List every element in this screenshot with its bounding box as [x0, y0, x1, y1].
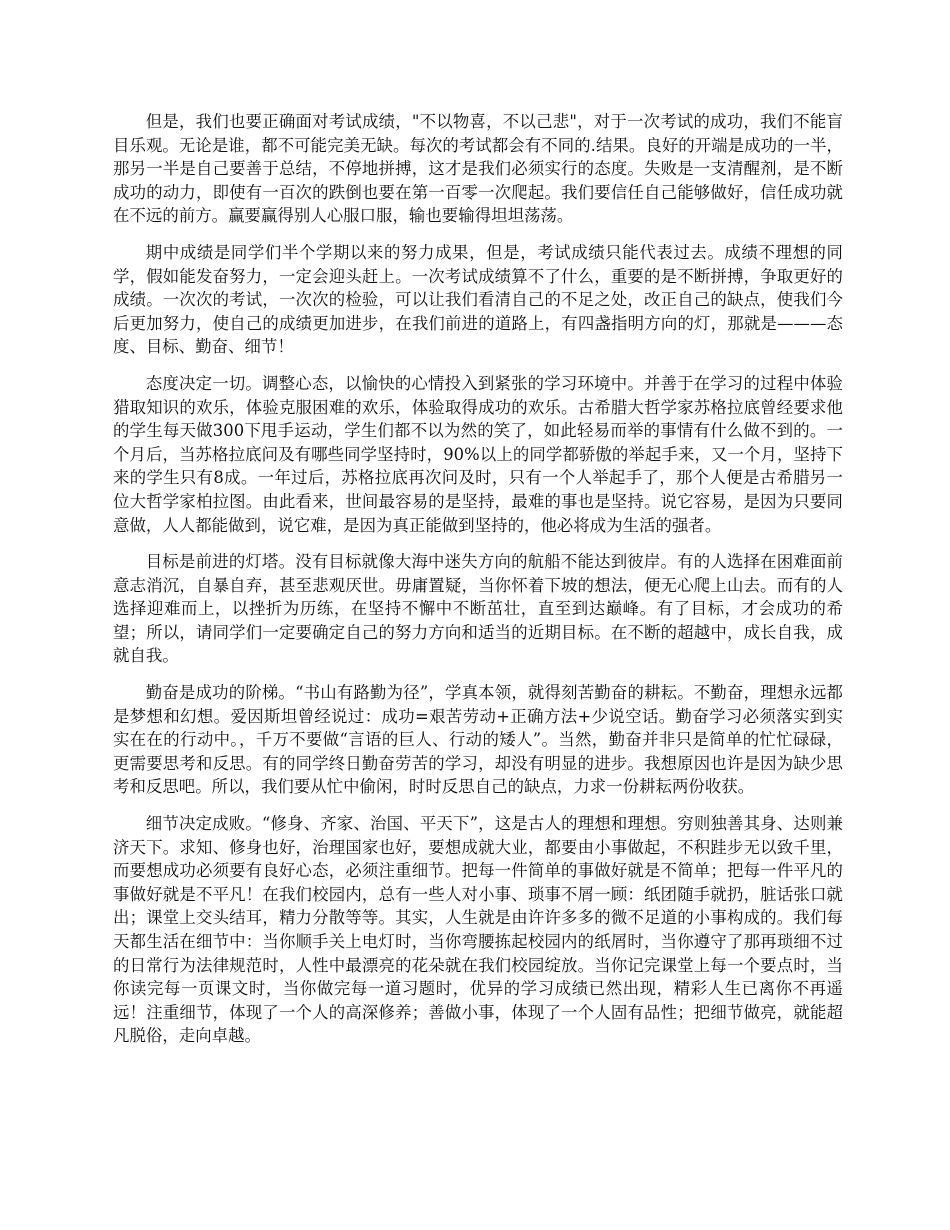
paragraph-4: 目标是前进的灯塔。没有目标就像大海中迷失方向的航船不能达到彼岸。有的人选择在困难面前意志消沉，自暴自弃，甚至悲观厌世。毋庸置疑，当你怀着下坡的想法，便无心爬上山去。而有的人选择迎难而上，以挫折为历练，在坚持不懈中不断茁壮，直至到达巅峰。有了目标，才会成功的希望；所以，请同学们一定要确定自己的努力方向和适当的近期目标。在不断的超越中，成长自我，成就自我。: [113, 552, 843, 666]
document-body: [113, 110, 843, 1061]
paragraph-6: 细节决定成败。“修身、齐家、治国、平天下”，这是古人的理想和理想。穷则独善其身、达则兼济天下。求知、修身也好，治理国家也好，要想成就大业，都要由小事做起，不积跬步无以致千里，而要想成功必须要有良好心态，必须注重细节。把每一件简单的事做好就是不简单；把每一件平凡的事做好就是不平凡！在我们校园内，总有一些人对小事、琐事不屑一顾：纸团随手就扔，脏话张口就出；课堂上交头结耳，精力分散等等。其实，人生就是由许许多多的微不足道的小事构成的。我们每天都生活在细节中：当你顺手关上电灯时，当你弯腰拣起校园内的纸屑时，当你遵守了那再琐细不过的日常行为法律规范时，人性中最漂亮的花朵就在我们校园绽放。当你记完课堂上每一个要点时，当你读完每一页课文时，当你做完每一道习题时，优异的学习成绩已然出现，精彩人生已离你不再遥远！注重细节，体现了一个人的高深修养；善做小事，体现了一个人固有品性；把细节做亮，就能超凡脱俗，走向卓越。: [113, 814, 843, 1046]
paragraph-1: 但是，我们也要正确面对考试成绩，"不以物喜，不以己悲"，对于一次考试的成功，我们不能盲目乐观。无论是谁，都不可能完美无缺。每次的考试都会有不同的.结果。良好的开端是成功的一半，那另一半是自己要善于总结，不停地拼搏，这才是我们必须实行的态度。失败是一支清醒剂，是不断成功的动力，即使有一百次的跌倒也要在第一百零一次爬起。我们要信任自己能够做好，信任成功就在不远的前方。赢要赢得别人心服口服，输也要输得坦坦荡荡。: [113, 112, 843, 226]
paragraph-3: 态度决定一切。调整心态，以愉快的心情投入到紧张的学习环境中。并善于在学习的过程中体验猎取知识的欢乐，体验克服困难的欢乐，体验取得成功的欢乐。古希腊大哲学家苏格拉底曾经要求他的学生每天做300下甩手运动，学生们都不以为然的笑了，如此轻易而举的事情有什么做不到的。一个月后，当苏格拉底问及有哪些同学坚持时，90%以上的同学都骄傲的举起手来，又一个月，坚持下来的学生只有8成。一年过后，苏格拉底再次问及时，只有一个人举起手了，那个人便是古希腊另一位大哲学家柏拉图。由此看来，世间最容易的是坚持，最难的事也是坚持。说它容易，是因为只要同意做，人人都能做到，说它难，是因为真正能做到坚持的，他必将成为生活的强者。: [113, 373, 843, 535]
paragraph-2: 期中成绩是同学们半个学期以来的努力成果，但是，考试成绩只能代表过去。成绩不理想的同学，假如能发奋努力，一定会迎头赶上。一次考试成绩算不了什么，重要的是不断拼搏，争取更好的成绩。一次次的考试，一次次的检验，可以让我们看清自己的不足之处，改正自己的缺点，使我们今后更加努力，使自己的成绩更加进步，在我们前进的道路上，有四盏指明方向的灯，那就是———态度、目标、勤奋、细节！: [113, 242, 843, 357]
paragraph-5: 勤奋是成功的阶梯。“书山有路勤为径”，学真本领，就得刻苦勤奋的耕耘。不勤奋，理想永远都是梦想和幻想。爱因斯坦曾经说过：成功=艰苦劳动+正确方法+少说空话。勤奋学习必须落实到实实在在的行动中。，千万不要做“言语的巨人、行动的矮人”。当然，勤奋并非只是简单的忙忙碌碌，更需要思考和反思。有的同学终日勤奋劳苦的学习，却没有明显的进步。我想原因也许是因为缺少思考和反思吧。所以，我们要从忙中偷闲，时时反思自己的缺点，力求一份耕耘两份收获。: [113, 683, 843, 797]
